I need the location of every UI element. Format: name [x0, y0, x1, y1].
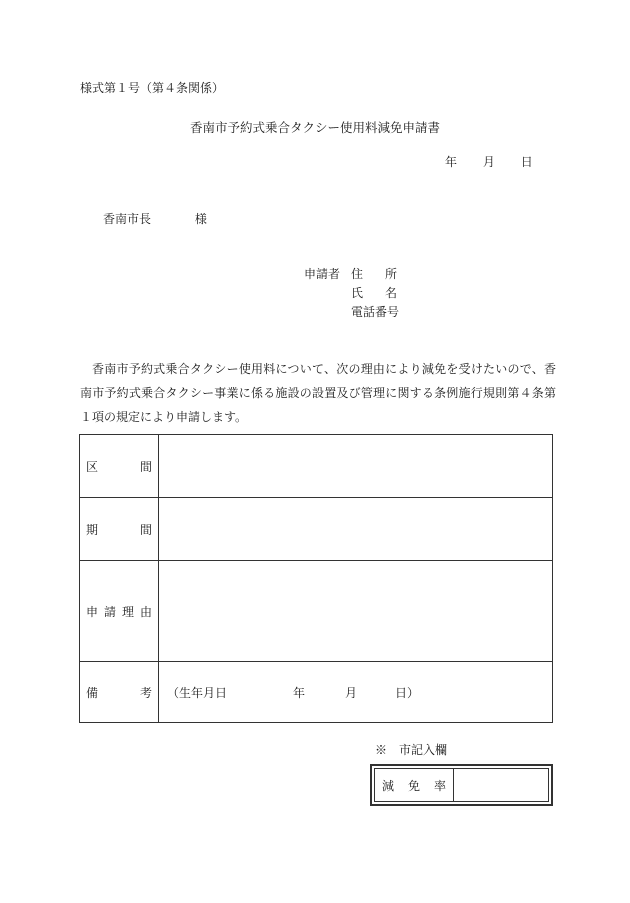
- row-label-reason: [80, 561, 159, 662]
- birthdate-day-label: 日）: [395, 686, 420, 700]
- label-char: 備: [86, 686, 99, 700]
- date-year-label: 年: [445, 155, 458, 169]
- row-label-section: [80, 435, 159, 497]
- label-char: 減: [382, 778, 395, 793]
- table-row-section: [80, 435, 552, 497]
- label-char: 区: [86, 459, 99, 474]
- table-row-remarks: [80, 661, 552, 723]
- row-label-remarks: [80, 662, 159, 723]
- city-use-label: ※ 市記入欄: [375, 743, 448, 757]
- label-char: 申: [86, 605, 99, 619]
- name-label: 氏名: [351, 286, 420, 300]
- birthdate-prefix: （生年月日: [167, 686, 228, 700]
- label-char: 率: [433, 778, 446, 793]
- label-char: 免: [407, 778, 420, 793]
- label-char: 考: [139, 686, 152, 700]
- addressee-title: 香南市長: [103, 212, 152, 226]
- remarks-value-field[interactable]: [159, 662, 552, 723]
- table-row-period: [80, 497, 552, 561]
- reduction-rate-field[interactable]: [454, 769, 548, 801]
- date-line: [445, 155, 533, 169]
- applicant-label: 申請者: [304, 267, 341, 281]
- birthdate-year-label: 年: [293, 686, 306, 700]
- label-char: 請: [103, 605, 116, 619]
- application-body-text: 香南市予約式乗合タクシー使用料について、次の理由により減免を受けたいので、香南市予約式乗合タクシー事業に係る施設の設置及び管理に関する条例施行規則第４条第１項の規定により申請します。: [80, 362, 556, 424]
- phone-label: 電話番号: [351, 305, 400, 319]
- document-title: 香南市予約式乗合タクシー使用料減免申請書: [189, 120, 440, 135]
- row-label-period: [80, 498, 159, 561]
- label-char: 間: [139, 523, 152, 537]
- city-use-box-inner: [374, 768, 549, 802]
- label-char: 由: [139, 605, 152, 619]
- birthdate-month-label: 月: [345, 686, 358, 700]
- form-number: 様式第１号（第４条関係）: [80, 81, 225, 95]
- label-char: 理: [121, 605, 134, 619]
- label-char: 間: [139, 459, 152, 474]
- city-use-box: [370, 764, 553, 806]
- addressee-honorific: 様: [194, 212, 207, 226]
- address-label: 住所: [351, 267, 420, 281]
- date-day-label: 日: [520, 155, 533, 169]
- date-month-label: 月: [482, 155, 495, 169]
- reason-value-field[interactable]: [159, 561, 552, 662]
- label-char: 期: [86, 523, 99, 537]
- application-table: [79, 434, 553, 723]
- table-row-reason: [80, 560, 552, 662]
- reduction-rate-label: [375, 769, 454, 801]
- section-value-field[interactable]: [159, 435, 552, 497]
- period-value-field[interactable]: [159, 498, 552, 561]
- addressee: [103, 212, 207, 226]
